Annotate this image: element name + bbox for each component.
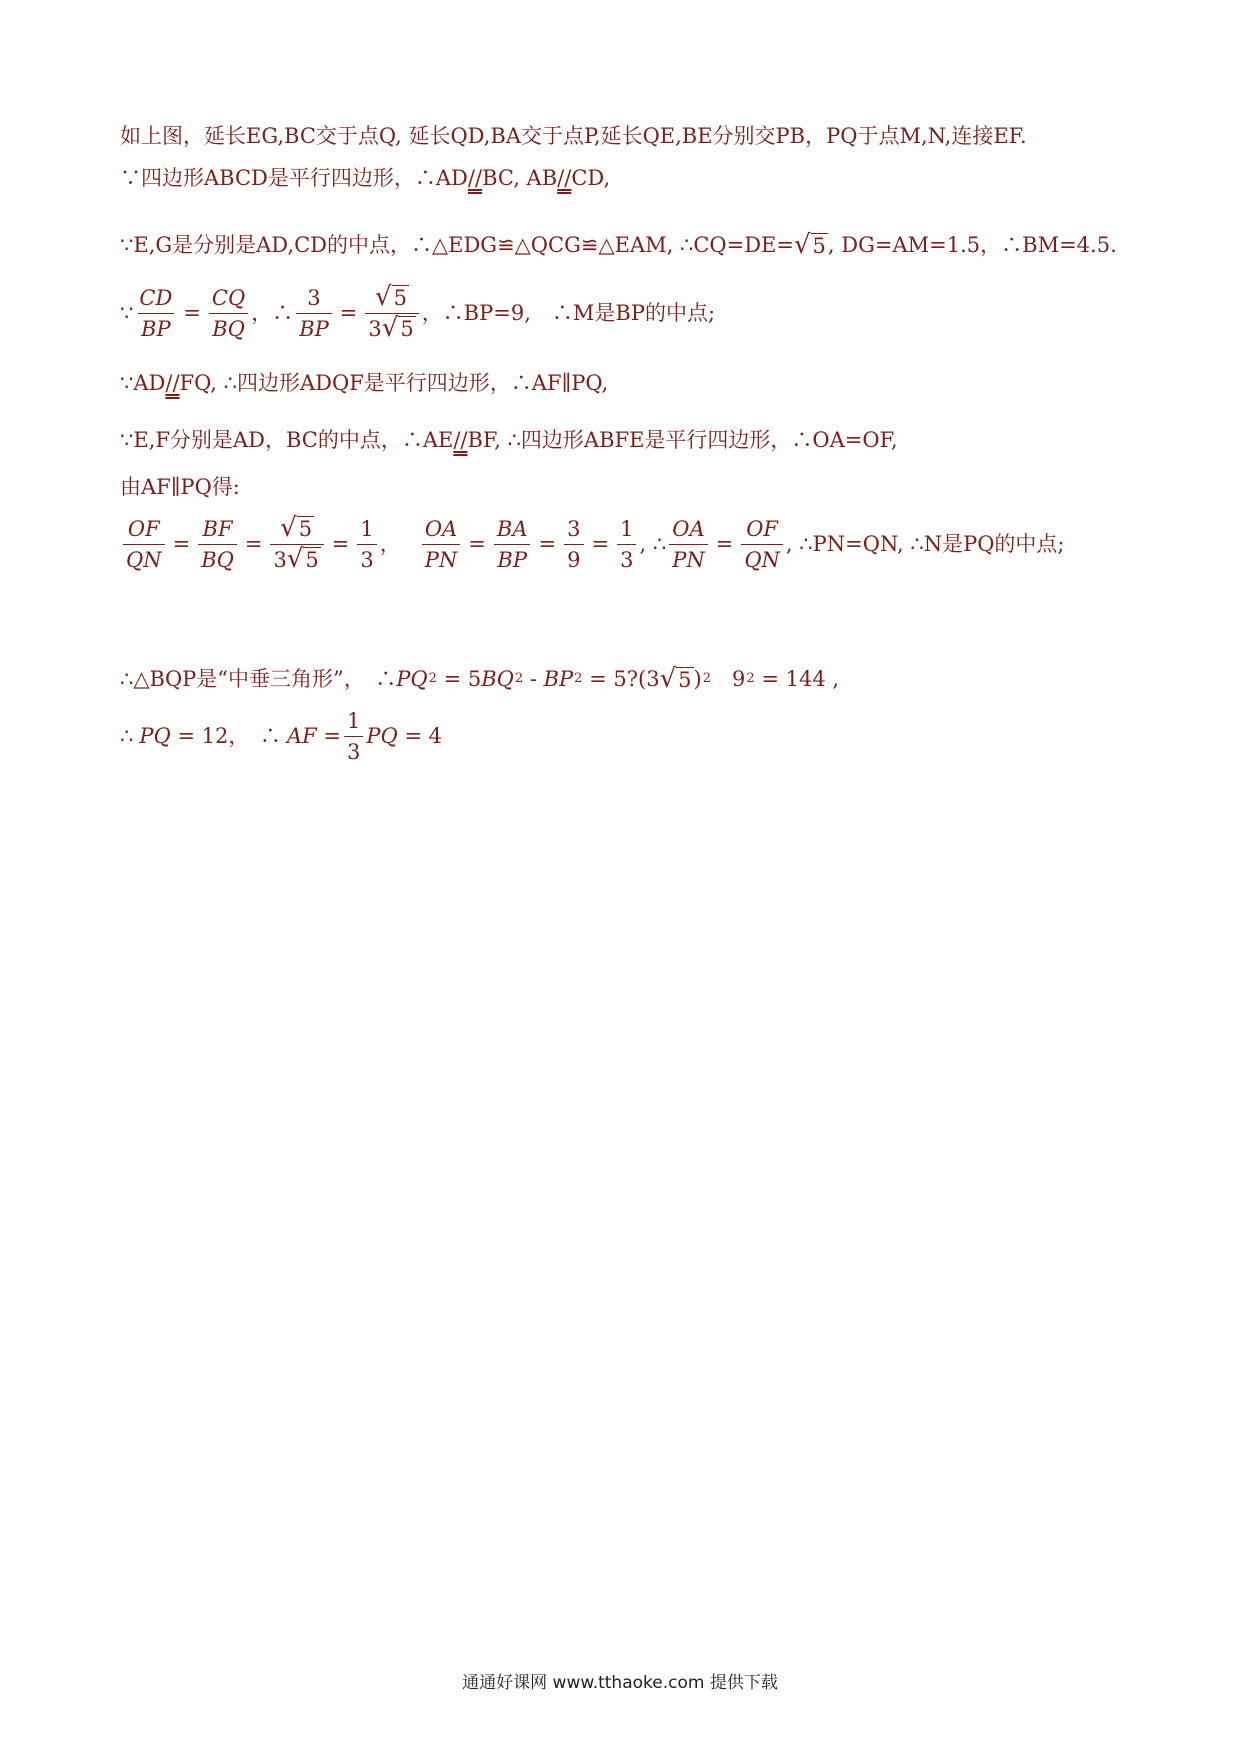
equals-sign: = (715, 532, 734, 556)
line-3 (120, 230, 1180, 260)
radical-icon: √ (659, 664, 677, 694)
text: 如上图，延长EG,BC交于点Q, 延长QD,BA交于点P,延长QE,BE分别交PB，PQ于点M,N,连接EF. (120, 124, 1027, 148)
text: ∵AD (120, 371, 166, 395)
text: = 4 (397, 724, 442, 748)
line-10 (120, 706, 1180, 766)
numerator: OF (127, 516, 160, 541)
radicand: 5 (812, 234, 826, 258)
denominator: BQ (198, 544, 237, 574)
denominator (365, 313, 418, 343)
denominator: BP (138, 313, 174, 343)
numerator: 1 (346, 708, 361, 733)
text: ∴ (120, 724, 134, 748)
denominator: BP (296, 313, 332, 343)
numerator: CQ (211, 285, 246, 310)
sqrt-expression (375, 281, 409, 312)
fraction (617, 515, 636, 574)
equals-sign: = (339, 301, 358, 325)
radicand: 5 (678, 668, 692, 692)
numerator: 1 (620, 516, 634, 541)
text: ，∴ (251, 301, 294, 325)
text: , DG=AM=1.5，∴BM=4.5. (827, 233, 1117, 257)
denominator: 3 (617, 544, 636, 574)
exponent: 2 (574, 671, 583, 686)
numerator: BF (202, 516, 233, 541)
line-7 (120, 472, 1180, 502)
line-1 (120, 121, 1180, 151)
numerator: OA (424, 516, 458, 541)
denominator: PN (669, 544, 708, 574)
sqrt-expression (286, 543, 321, 574)
text: - (523, 667, 544, 691)
text: = (316, 724, 341, 748)
radicand: 5 (400, 316, 414, 341)
numerator: OA (672, 516, 705, 541)
sqrt-expression (381, 312, 416, 343)
text: = 5?(3 (582, 667, 660, 691)
denominator: 3 (344, 736, 363, 766)
denominator (270, 544, 323, 574)
text: ∵E,G是分别是AD,CD的中点，∴△EDG≌△QCG≌△EAM, ∴CQ=DE= (120, 233, 794, 257)
radical-icon: √ (375, 281, 392, 312)
numerator (372, 281, 412, 313)
line-9 (120, 664, 1180, 694)
fraction (123, 515, 165, 574)
text: CD, (571, 166, 611, 190)
radicand: 5 (298, 516, 313, 541)
numerator: 3 (307, 285, 321, 310)
equals-sign: = (538, 532, 557, 556)
numerator: CD (139, 285, 173, 310)
equals-sign: = (468, 532, 486, 556)
text: = 12， ∴ (170, 724, 281, 748)
text: 9 (711, 667, 746, 691)
numerator: OF (746, 516, 779, 541)
exponent: 2 (702, 671, 712, 686)
fraction (357, 515, 376, 574)
radical-icon: √ (286, 543, 304, 574)
text: BC, AB (482, 166, 558, 190)
text: ∵四边形ABCD是平行四边形，∴AD (120, 166, 468, 190)
text: , ∴ (639, 532, 667, 556)
fraction (365, 281, 418, 343)
denominator: BP (494, 544, 530, 574)
exponent: 2 (746, 671, 755, 686)
denominator: 9 (564, 544, 583, 574)
fraction (741, 515, 783, 574)
parallel-equal-symbol: // (467, 166, 483, 190)
text: ∴△BQP是“中垂三角形”， ∴ (120, 667, 397, 691)
radical-icon: √ (280, 512, 297, 543)
numerator: 3 (567, 516, 581, 541)
denominator: BQ (209, 313, 248, 343)
parallel-equal-symbol: // (453, 428, 468, 452)
numerator: BA (496, 516, 528, 541)
fraction (422, 515, 461, 574)
exponent: 2 (428, 671, 437, 686)
fraction (270, 512, 323, 574)
denominator: 3 (357, 544, 376, 574)
text: 由AF∥PQ得: (120, 475, 240, 499)
coefficient: 3 (368, 316, 382, 341)
math-variable: BQ (481, 667, 514, 691)
numerator: 1 (360, 516, 374, 541)
text: = 5 (436, 667, 482, 691)
line-6 (120, 425, 1180, 455)
exponent: 2 (514, 671, 524, 686)
fraction (344, 707, 363, 766)
math-variable: BP (543, 667, 574, 691)
fraction (669, 515, 708, 574)
text: BF, ∴四边形ABFE是平行四边形，∴OA=OF, (467, 428, 898, 452)
page-footer: 通通好课网 www.tthaoke.com 提供下载 (462, 1673, 778, 1693)
math-variable: AF (286, 724, 317, 748)
parallel-equal-symbol: // (557, 166, 572, 190)
sqrt-expression (280, 512, 314, 543)
fraction (136, 284, 175, 343)
coefficient: 3 (273, 547, 287, 572)
equals-sign: = (172, 532, 191, 556)
text: ) (693, 667, 702, 691)
equals-sign: = (244, 532, 263, 556)
denominator: QN (741, 544, 783, 574)
parallel-equal-symbol: // (165, 371, 180, 395)
text: ，∴BP=9, ∴M是BP的中点; (421, 301, 716, 325)
math-variable: PQ (366, 724, 398, 748)
sqrt-expression (660, 666, 694, 692)
text: FQ, ∴四边形ADQF是平行四边形，∴AF∥PQ, (179, 371, 609, 395)
radicand: 5 (393, 285, 407, 310)
fraction (564, 515, 583, 574)
radical-icon: √ (793, 230, 811, 260)
text: ， (379, 532, 401, 556)
numerator (277, 512, 317, 544)
text: ∵E,F分别是AD，BC的中点，∴AE (120, 428, 454, 452)
equals-sign: = (331, 532, 350, 556)
line-5 (120, 368, 1180, 398)
denominator: PN (422, 544, 461, 574)
equals-sign: = (591, 532, 610, 556)
radical-icon: √ (381, 312, 399, 343)
text: ∵ (120, 301, 134, 325)
fraction (198, 515, 237, 574)
sqrt-expression (794, 232, 828, 258)
math-variable: PQ (396, 667, 428, 691)
text: = 144 , (754, 667, 840, 691)
equals-sign: = (183, 301, 201, 325)
math-variable: PQ (139, 724, 171, 748)
line-4 (120, 283, 1180, 343)
line-2 (120, 163, 1180, 193)
fraction (296, 284, 332, 343)
radicand: 5 (305, 547, 319, 572)
fraction (494, 515, 531, 574)
denominator: QN (123, 544, 165, 574)
text: , ∴PN=QN, ∴N是PQ的中点; (785, 532, 1065, 556)
fraction (209, 284, 248, 343)
line-8 (120, 513, 1180, 575)
